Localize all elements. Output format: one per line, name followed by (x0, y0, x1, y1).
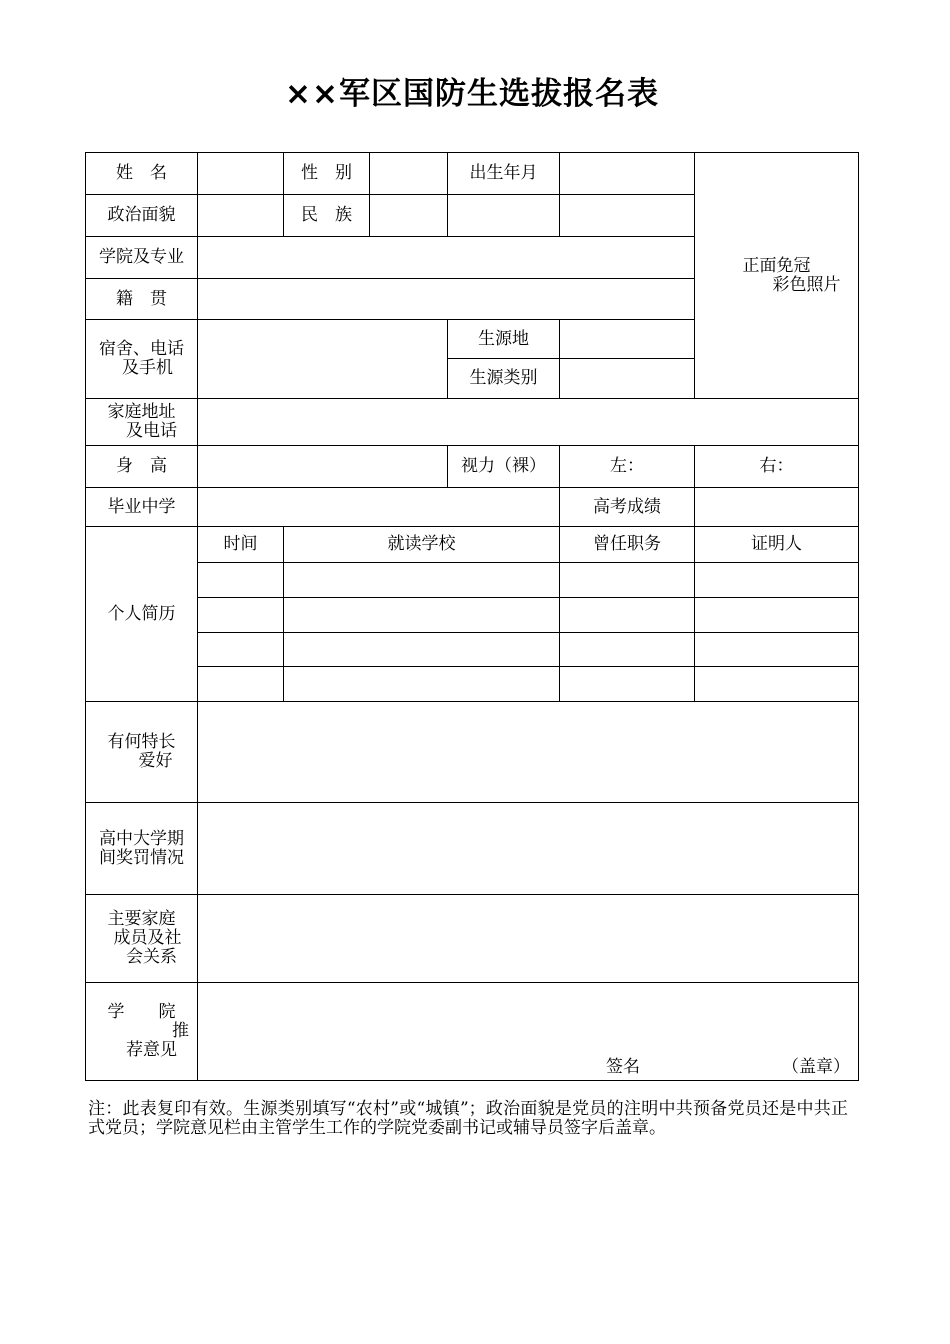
native-place-label: 籍 贯 (86, 279, 198, 320)
awards-label-line1: 高中大学期 (99, 828, 184, 849)
ethnicity-label: 民 族 (284, 195, 370, 237)
resume-school-cell[interactable] (284, 598, 560, 633)
origin-place-field[interactable] (560, 320, 695, 359)
dorm-phone-label (86, 320, 198, 399)
height-field[interactable] (198, 446, 448, 488)
photo-label-line2: 彩色照片 (772, 274, 841, 295)
resume-witness-cell[interactable] (695, 667, 859, 702)
resume-school-header: 就读学校 (284, 527, 560, 563)
resume-position-header: 曾任职务 (560, 527, 695, 563)
resume-position-cell[interactable] (560, 598, 695, 633)
origin-place-label: 生源地 (448, 320, 560, 359)
resume-time-cell[interactable] (198, 598, 284, 633)
vision-label: 视力（裸） (448, 446, 560, 488)
footnote: 注：此表复印有效。生源类别填写“农村”或“城镇”；政治面貌是党员的注明中共预备党员还是中共正式党员；学院意见栏由主管学生工作的学院党委副书记或辅导员签字后盖章。 (88, 1099, 848, 1138)
resume-time-cell[interactable] (198, 667, 284, 702)
politics-field[interactable] (198, 195, 284, 237)
resume-school-cell[interactable] (284, 633, 560, 667)
address-label-line1: 家庭地址 (107, 402, 176, 422)
form-title: ××军区国防生选拔报名表 (285, 76, 659, 112)
family-field[interactable] (198, 895, 859, 983)
origin-type-field[interactable] (560, 359, 695, 399)
dorm-phone-field[interactable] (198, 320, 448, 399)
high-school-label: 毕业中学 (86, 488, 198, 527)
recommend-label-line3: 荐意见 (126, 1040, 177, 1060)
resume-time-cell[interactable] (198, 563, 284, 598)
row-hobbies (86, 702, 859, 803)
resume-position-cell[interactable] (560, 563, 695, 598)
resume-witness-cell[interactable] (695, 563, 859, 598)
name-field[interactable] (198, 153, 284, 195)
family-label-line2: 成员及社 (113, 928, 182, 948)
resume-time-header: 时间 (198, 527, 284, 563)
hobbies-label-line1: 有何特长 (107, 732, 176, 752)
origin-type-label: 生源类别 (448, 359, 560, 399)
row-height-vision (86, 446, 859, 488)
row-address (86, 399, 859, 446)
photo-label-line1: 正面免冠 (742, 255, 811, 276)
resume-witness-cell[interactable] (695, 633, 859, 667)
high-school-field[interactable] (198, 488, 560, 527)
hobbies-label (86, 702, 198, 803)
gender-label: 性 别 (284, 153, 370, 195)
resume-school-cell[interactable] (284, 563, 560, 598)
resume-school-cell[interactable] (284, 667, 560, 702)
politics-label: 政治面貌 (86, 195, 198, 237)
family-label-line3: 会关系 (126, 947, 177, 967)
native-place-field[interactable] (198, 279, 695, 320)
family-label-line1: 主要家庭 (107, 909, 176, 929)
hobbies-field[interactable] (198, 702, 859, 803)
recommend-label-line1: 学 院 (107, 1002, 176, 1022)
birth-field[interactable] (560, 153, 695, 195)
resume-position-cell[interactable] (560, 667, 695, 702)
dorm-phone-label-line2: 及手机 (122, 358, 173, 378)
resume-time-cell[interactable] (198, 633, 284, 667)
resume-row (86, 563, 859, 598)
college-major-label: 学院及专业 (86, 237, 198, 279)
blank-cell-b[interactable] (560, 195, 695, 237)
address-label (86, 399, 198, 446)
row-high-school (86, 488, 859, 527)
name-label: 姓 名 (86, 153, 198, 195)
resume-row (86, 633, 859, 667)
vision-right-field[interactable]: 右： (695, 446, 859, 488)
resume-witness-cell[interactable] (695, 598, 859, 633)
gaokao-score-field[interactable] (695, 488, 859, 527)
blank-cell-a[interactable] (448, 195, 560, 237)
resume-row (86, 667, 859, 702)
resume-label: 个人简历 (86, 527, 198, 702)
row-awards (86, 803, 859, 895)
awards-label (86, 803, 198, 895)
resume-position-cell[interactable] (560, 633, 695, 667)
college-major-field[interactable] (198, 237, 695, 279)
awards-label-line2: 间奖罚情况 (99, 847, 184, 868)
gaokao-score-label: 高考成绩 (560, 488, 695, 527)
signature-label: 签名 (606, 1057, 640, 1077)
registration-form-table (85, 152, 859, 1081)
dorm-phone-label-line1: 宿舍、电话 (99, 339, 184, 359)
address-field[interactable] (198, 399, 859, 446)
recommend-label (86, 983, 198, 1081)
family-label (86, 895, 198, 983)
height-label: 身 高 (86, 446, 198, 488)
resume-witness-header: 证明人 (695, 527, 859, 563)
resume-row (86, 598, 859, 633)
row-recommendation (86, 983, 859, 1081)
row-resume-header (86, 527, 859, 563)
recommend-field[interactable] (198, 983, 859, 1081)
ethnicity-field[interactable] (370, 195, 448, 237)
seal-label: （盖章） (782, 1057, 850, 1077)
photo-box[interactable] (695, 153, 859, 399)
awards-field[interactable] (198, 803, 859, 895)
row-name (86, 153, 859, 195)
hobbies-label-line2: 爱好 (138, 751, 173, 771)
address-label-line2: 及电话 (126, 421, 177, 441)
birth-label: 出生年月 (448, 153, 560, 195)
recommend-label-line2: 推 (172, 1021, 189, 1041)
row-family (86, 895, 859, 983)
vision-left-field[interactable]: 左： (560, 446, 695, 488)
gender-field[interactable] (370, 153, 448, 195)
